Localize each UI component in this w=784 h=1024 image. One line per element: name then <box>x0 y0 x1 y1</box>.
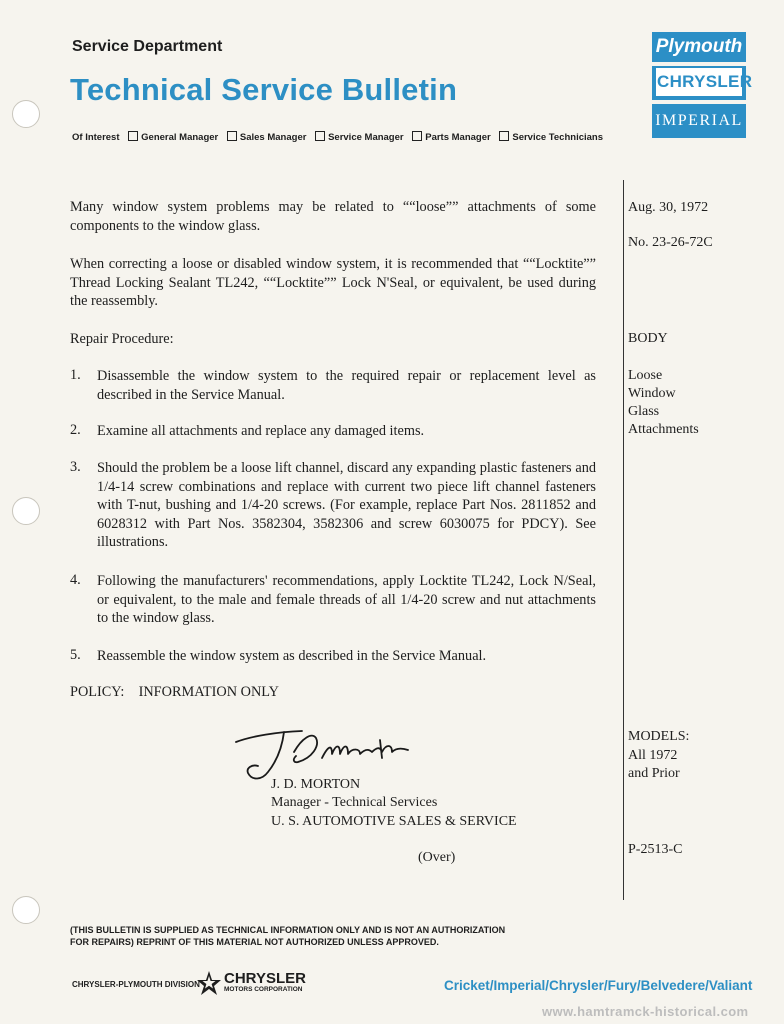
plymouth-logo: Plymouth <box>652 32 746 62</box>
step-text: Following the manufacturers' recommendations, apply Locktite TL242, Lock N/Seal, or equivalent, to the male and female threads of all 1/4-20 screw and nut attachments to the window glass. <box>97 573 596 626</box>
division-name: CHRYSLER-PLYMOUTH DIVISION <box>72 980 200 989</box>
recipient-label: General Manager <box>141 132 219 143</box>
signer-position: Manager - Technical Services <box>271 795 438 810</box>
signer-organization: U. S. AUTOMOTIVE SALES & SERVICE <box>271 814 517 829</box>
binder-hole <box>12 896 40 924</box>
bulletin-date: Aug. 30, 1972 <box>628 200 709 215</box>
recommendation-paragraph: When correcting a loose or disabled window system, it is recommended that ““Locktite”” Thread Locking Sealant TL242, ““Locktite”” Lock N'Seal, or equivalent, be used during the reassembly. <box>70 256 596 309</box>
recipient-label: Sales Manager <box>239 132 307 143</box>
disclaimer-line: (THIS BULLETIN IS SUPPLIED AS TECHNICAL INFORMATION ONLY AND IS NOT AN AUTHORIZATION <box>70 925 506 935</box>
step-text: Disassemble the window system to the required repair or replacement level as described in the Service Manual. <box>97 368 596 403</box>
binder-hole <box>12 100 40 128</box>
category: BODY <box>628 331 668 346</box>
recipient-label: Service Manager <box>328 132 404 143</box>
procedure-label: Repair Procedure: <box>70 331 174 347</box>
subject-line: Attachments <box>628 422 699 437</box>
imperial-logo: IMPERIAL <box>652 104 746 138</box>
of-interest-row <box>72 131 603 143</box>
disclaimer-line: FOR REPAIRS) REPRINT OF THIS MATERIAL NOT AUTHORIZED UNLESS APPROVED. <box>70 937 439 947</box>
binder-hole <box>12 497 40 525</box>
disclaimer <box>70 924 505 948</box>
step-text: Examine all attachments and replace any damaged items. <box>97 423 425 439</box>
checkbox-service-technicians <box>499 131 509 141</box>
subject-line: Loose <box>628 368 663 383</box>
checkbox-service-manager <box>315 131 325 141</box>
corp-name: CHRYSLER <box>224 970 306 987</box>
chrysler-corp-wordmark <box>224 971 306 994</box>
department-heading: Service Department <box>72 38 223 55</box>
over-note: (Over) <box>418 850 456 865</box>
pentastar-logo <box>196 970 222 1001</box>
bulletin-number: No. 23-26-72C <box>628 235 713 250</box>
column-divider <box>623 180 624 900</box>
step-text: Reassemble the window system as described in the Service Manual. <box>97 648 487 664</box>
checkbox-general-manager <box>128 131 138 141</box>
corp-subtitle: MOTORS CORPORATION <box>224 986 303 993</box>
form-number: P-2513-C <box>628 842 683 857</box>
step-text: Should the problem be a loose lift channel, discard any expanding plastic fasteners and 1/4-14 screw combinations and replace with current two piece lift channel fasteners with T-nut, bushing and 1/4-20 screws. (For example, replace Part Nos. 2811852 and 6028312 with Part Nos. 3582304, 3582306 and screw 6030075 for PDCY). See illustrations. <box>97 460 596 550</box>
chrysler-logo <box>652 66 753 100</box>
checkbox-sales-manager <box>227 131 237 141</box>
model-list: Cricket/Imperial/Chrysler/Fury/Belvedere/Valiant <box>444 978 753 993</box>
checkbox-parts-manager <box>412 131 422 141</box>
policy-line: POLICY: INFORMATION ONLY <box>70 684 279 700</box>
step-number: 2. <box>70 422 81 438</box>
recipient-label: Parts Manager <box>425 132 491 143</box>
recipient-label: Service Technicians <box>512 132 604 143</box>
subject-line: Window <box>628 386 676 401</box>
models-line: and Prior <box>628 766 680 781</box>
step-number: 1. <box>70 367 81 383</box>
bulletin-title: Technical Service Bulletin <box>70 72 458 107</box>
models-line: All 1972 <box>628 748 678 763</box>
chrysler-logo-text: CHRYSLER <box>656 68 742 96</box>
models-label: MODELS: <box>628 729 690 744</box>
subject-line: Glass <box>628 404 660 419</box>
signer-name: J. D. MORTON <box>271 777 361 792</box>
of-interest-label: Of Interest <box>72 132 120 143</box>
step-number: 5. <box>70 647 81 663</box>
watermark-url[interactable]: www.hamtramck-historical.com <box>542 1004 749 1019</box>
step-number: 3. <box>70 459 81 475</box>
step-number: 4. <box>70 572 81 588</box>
intro-paragraph: Many window system problems may be related to ““loose”” attachments of some components to the window glass. <box>70 199 596 234</box>
